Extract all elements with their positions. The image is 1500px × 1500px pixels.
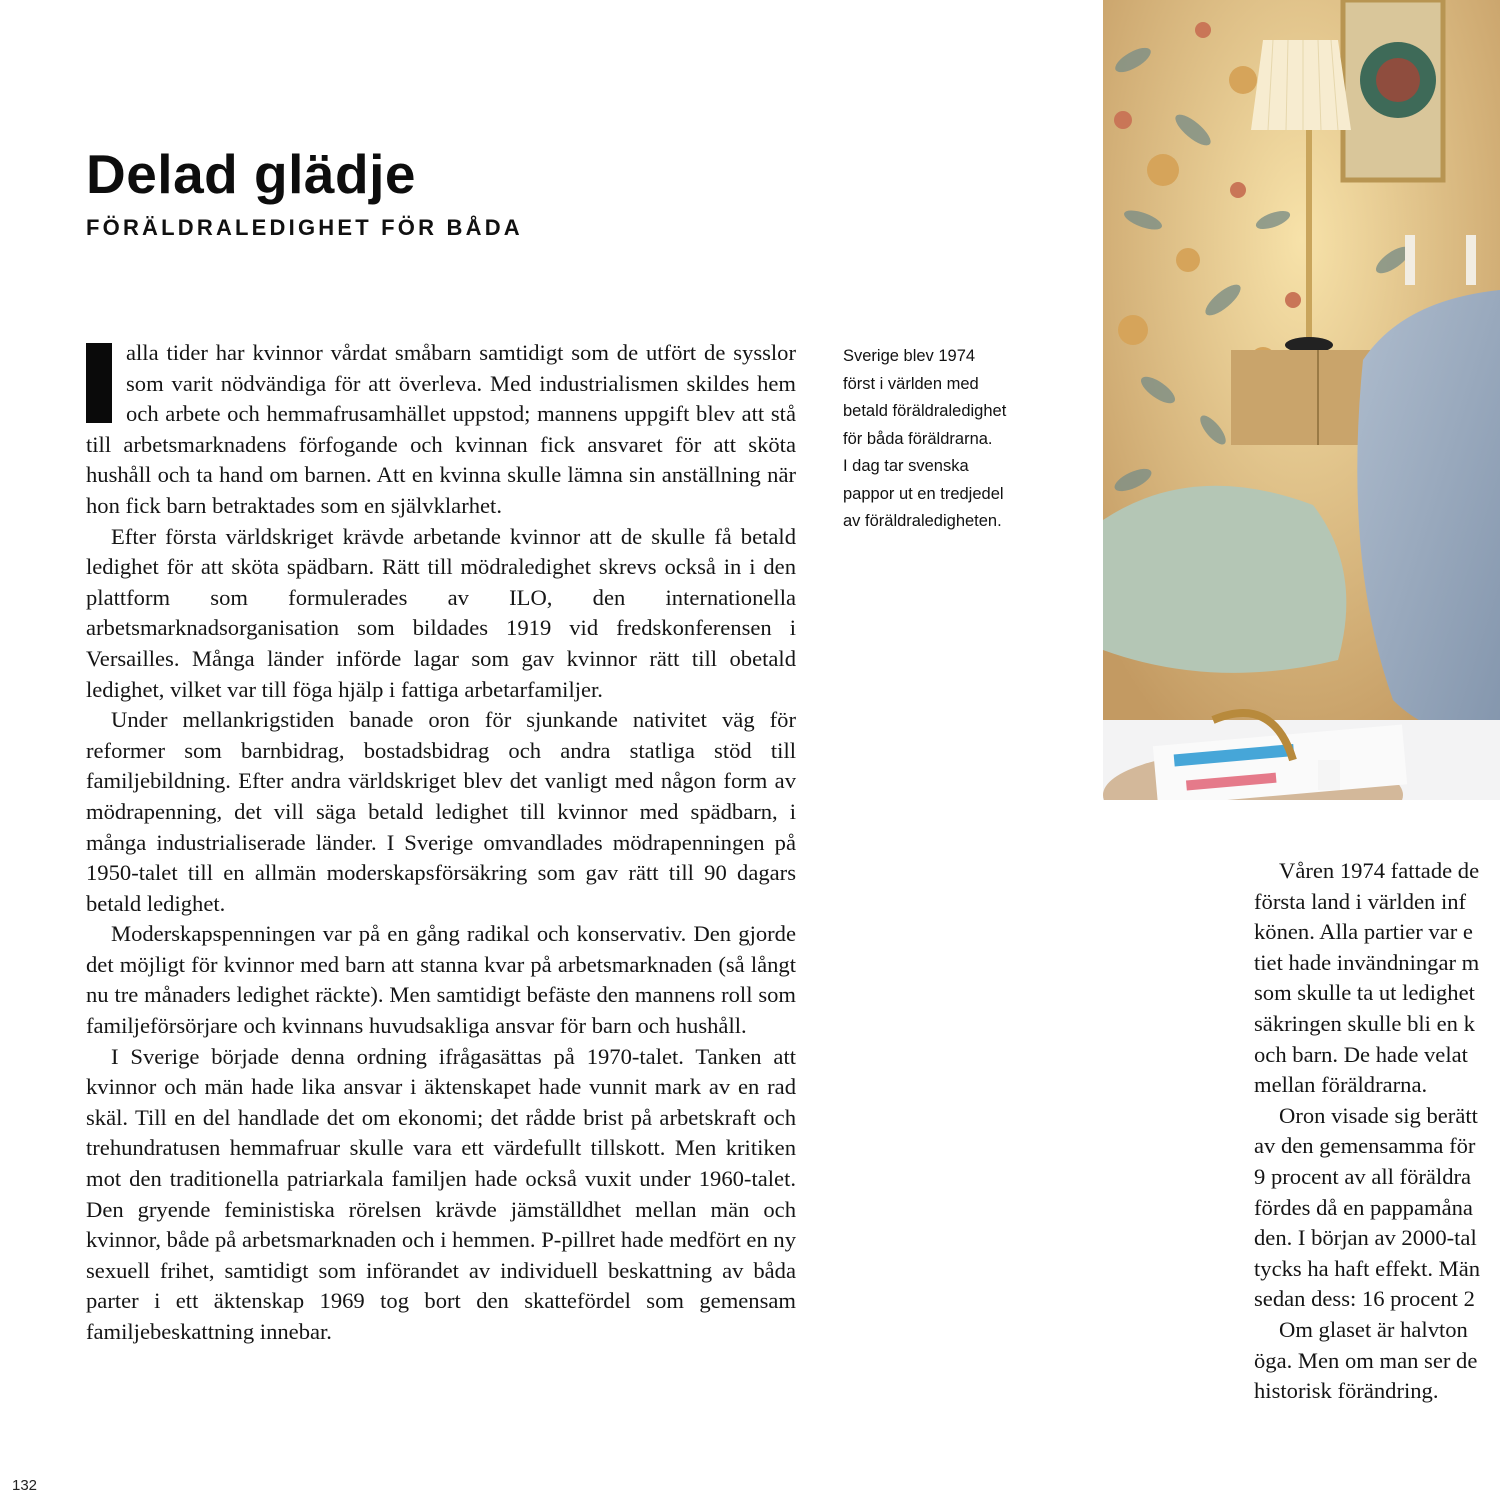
continuation-text-column: [1254, 856, 1500, 1407]
caption-line: betald föräldraledighet: [843, 402, 1007, 420]
text-line: av den gemensamma för: [1254, 1133, 1476, 1159]
caption-line: I dag tar svenska: [843, 457, 969, 475]
text-line: tycks ha haft effekt. Män: [1254, 1255, 1481, 1281]
main-text-column: [86, 338, 796, 1348]
body-paragraph: I Sverige började denna ordning ifrågasättas på 1970-talet. Tanken att kvinnor och män hade lika ansvar i äktenskapet hade vunnit mark av en rad skäl. Till en del handlade det om ekonomi; det rådde brist på arbetskraft och trehundratusen hemmafruar skulle vara ett värdefullt tillskott. Men kritiken mot den traditionella patriarkala familjen hade också vuxit under 1960-talet. Den gryende feministiska rörelsen krävde jämställdhet mellan män och kvinnor, både på arbetsmarknaden och i hemmen. P-pillret hade medfört en ny sexuell frihet, samtidigt som införandet av individuell beskattning av båda parter i ett äktenskap 1969 tog bort den skattefördel som gemensam familjebeskattning innebar.: [86, 1043, 796, 1344]
body-paragraph: Moderskapspenningen var på en gång radikal och konservativ. Den gjorde det möjligt för kvinnor med barn att stanna kvar på arbetsmarknaden (så långt nu tre månaders ledighet räckte). Men samtidigt befäste den mannens roll som familjeförsörjare och kvinnans huvudsakliga ansvar för barn och hushåll.: [86, 921, 796, 1039]
text-line: och barn. De hade velat: [1254, 1041, 1468, 1067]
caption-line: pappor ut en tredjedel: [843, 484, 1004, 503]
interior-photo: [1103, 0, 1500, 800]
photo-caption: [843, 343, 1063, 536]
caption-line: först i världen med: [843, 374, 979, 393]
text-line: fördes då en pappamåna: [1254, 1194, 1473, 1220]
article-title: Delad glädje: [86, 143, 416, 205]
body-paragraph: Under mellankrigstiden banade oron för sjunkande nativitet väg för reformer som barnbidrag, bostadsbidrag och andra statliga stöd till familjebildning. Efter andra världskriget blev det vanligt med någon form av mödrapenning, det vill säga betald ledighet till kvinnor med spädbarn, i många industrialiserade länder. I Sverige omvandlades mödrapenningen på 1950-talet till en allmän moderskapsförsäkring som gav rätt till 90 dagars betald ledighet.: [86, 707, 796, 916]
caption-line: av föräldraledigheten.: [843, 512, 1002, 530]
caption-line: för båda föräldrarna.: [843, 429, 993, 448]
text-line: säkringen skulle bli en k: [1254, 1010, 1475, 1036]
text-line: Oron visade sig berätt: [1279, 1102, 1478, 1128]
text-line: 9 procent av all föräldra: [1254, 1163, 1472, 1189]
text-line: den. I början av 2000-tal: [1254, 1225, 1477, 1251]
body-paragraph-text: alla tider har kvinnor vårdat småbarn samtidigt som de utfört de sysslor som varit nödvändiga för att överleva. Med industrialismen skildes hem och arbete och hemmafrusamhället uppstod; mannens uppgift blev att stå till arbetsmarknadens förfogande och kvinnan fick ansvaret för att sköta hushåll och ta hand om barnen. Att en kvinna skulle lämna sin anställning när hon fick barn betraktades som en självklarhet.: [86, 340, 796, 518]
text-line: könen. Alla partier var e: [1254, 919, 1473, 945]
text-line: som skulle ta ut ledighet: [1254, 980, 1475, 1006]
text-line: historisk förändring.: [1254, 1378, 1439, 1404]
body-paragraph: [86, 338, 796, 522]
drop-cap-initial: [86, 343, 112, 423]
body-paragraph: Efter första världskriget krävde arbetande kvinnor att de skulle få betald ledighet för att sköta spädbarn. Rätt till mödraledighet skrevs också in i den plattform som formulerades av ILO, den internationella arbetsmarknadsorganisation som bildades 1919 vid fredskonferensen i Versailles. Många länder införde lagar som gav kvinnor rätt till obetald ledighet, vilket var till föga hjälp i fattiga arbetarfamiljer.: [86, 523, 796, 702]
text-line: Om glaset är halvton: [1279, 1316, 1468, 1342]
text-line: sedan dess: 16 procent 2: [1254, 1286, 1475, 1312]
article-subtitle: FÖRÄLDRALEDIGHET FÖR BÅDA: [86, 215, 523, 240]
caption-line: Sverige blev 1974: [843, 347, 976, 365]
text-line: mellan föräldrarna.: [1254, 1072, 1428, 1098]
page-number: 132: [12, 1477, 38, 1494]
text-line: Våren 1974 fattade de: [1279, 858, 1480, 883]
text-line: första land i världen inf: [1254, 888, 1467, 914]
text-line: tiet hade invändningar m: [1254, 949, 1480, 975]
text-line: öga. Men om man ser de: [1254, 1347, 1478, 1373]
